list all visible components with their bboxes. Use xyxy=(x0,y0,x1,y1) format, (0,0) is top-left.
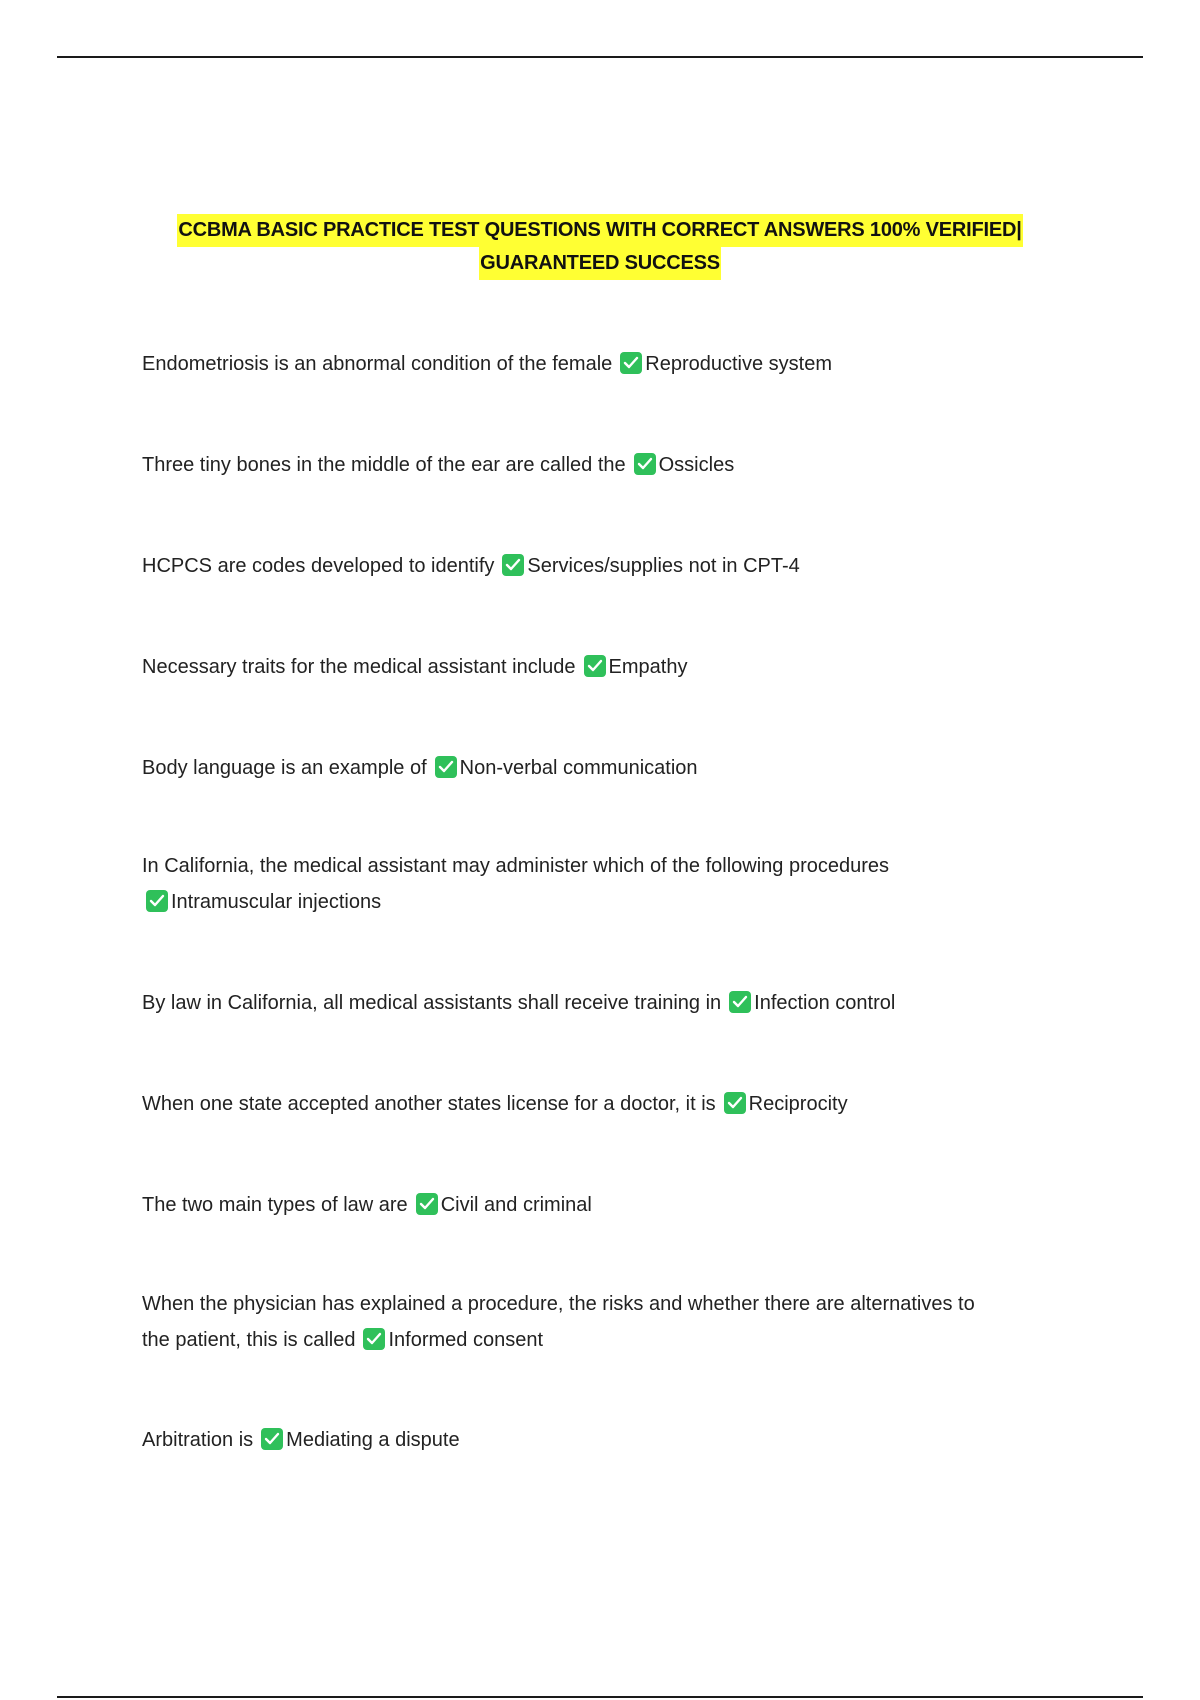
checkmark-icon xyxy=(584,655,606,677)
checkmark-icon xyxy=(634,453,656,475)
qa-item xyxy=(142,750,1072,786)
question-text: In California, the medical assistant may administer which of the following procedures xyxy=(142,855,890,877)
question-text: By law in California, all medical assistants shall receive training in xyxy=(142,992,722,1014)
checkmark-icon xyxy=(502,554,524,576)
checkmark-icon xyxy=(146,890,168,912)
document-title xyxy=(0,214,1200,280)
qa-item xyxy=(142,346,1072,382)
answer-text: Infection control xyxy=(754,992,896,1014)
question-text: Endometriosis is an abnormal condition of the female xyxy=(142,353,613,375)
answer-text: Ossicles xyxy=(658,454,735,476)
checkmark-icon xyxy=(363,1328,385,1350)
title-line-1: CCBMA BASIC PRACTICE TEST QUESTIONS WITH CORRECT ANSWERS 100% VERIFIED| xyxy=(177,214,1022,247)
answer-text: Services/supplies not in CPT-4 xyxy=(527,555,800,577)
question-text: HCPCS are codes developed to identify xyxy=(142,555,495,577)
question-text: The two main types of law are xyxy=(142,1194,408,1216)
checkmark-icon xyxy=(724,1092,746,1114)
qa-item xyxy=(142,1086,1072,1122)
answer-text: Informed consent xyxy=(388,1329,543,1351)
qa-item xyxy=(142,1422,1072,1458)
checkmark-icon xyxy=(416,1193,438,1215)
top-rule xyxy=(57,56,1143,58)
answer-text: Mediating a dispute xyxy=(286,1429,460,1451)
checkmark-icon xyxy=(435,756,457,778)
question-text: When one state accepted another states license for a doctor, it is xyxy=(142,1093,716,1115)
question-text: Body language is an example of xyxy=(142,757,427,779)
question-text-line-2: the patient, this is called xyxy=(142,1329,356,1351)
answer-text: Empathy xyxy=(608,656,688,678)
question-text: Three tiny bones in the middle of the ear are called the xyxy=(142,454,626,476)
question-text-line-1: When the physician has explained a procedure, the risks and whether there are alternatives to xyxy=(142,1293,975,1315)
qa-item xyxy=(142,985,1072,1021)
qa-item xyxy=(142,1286,1072,1358)
qa-item xyxy=(142,548,1072,584)
qa-item xyxy=(142,1187,1072,1223)
qa-item xyxy=(142,447,1072,483)
bottom-rule xyxy=(57,1696,1143,1698)
answer-text: Reproductive system xyxy=(645,353,833,375)
answer-text: Intramuscular injections xyxy=(171,891,382,913)
checkmark-icon xyxy=(729,991,751,1013)
answer-text: Civil and criminal xyxy=(440,1194,592,1216)
answer-text: Reciprocity xyxy=(748,1093,848,1115)
question-text: Necessary traits for the medical assistant include xyxy=(142,656,576,678)
title-line-2: GUARANTEED SUCCESS xyxy=(479,247,721,280)
answer-text: Non-verbal communication xyxy=(459,757,698,779)
checkmark-icon xyxy=(261,1428,283,1450)
question-text: Arbitration is xyxy=(142,1429,254,1451)
qa-item xyxy=(142,848,1072,920)
qa-item xyxy=(142,649,1072,685)
checkmark-icon xyxy=(620,352,642,374)
